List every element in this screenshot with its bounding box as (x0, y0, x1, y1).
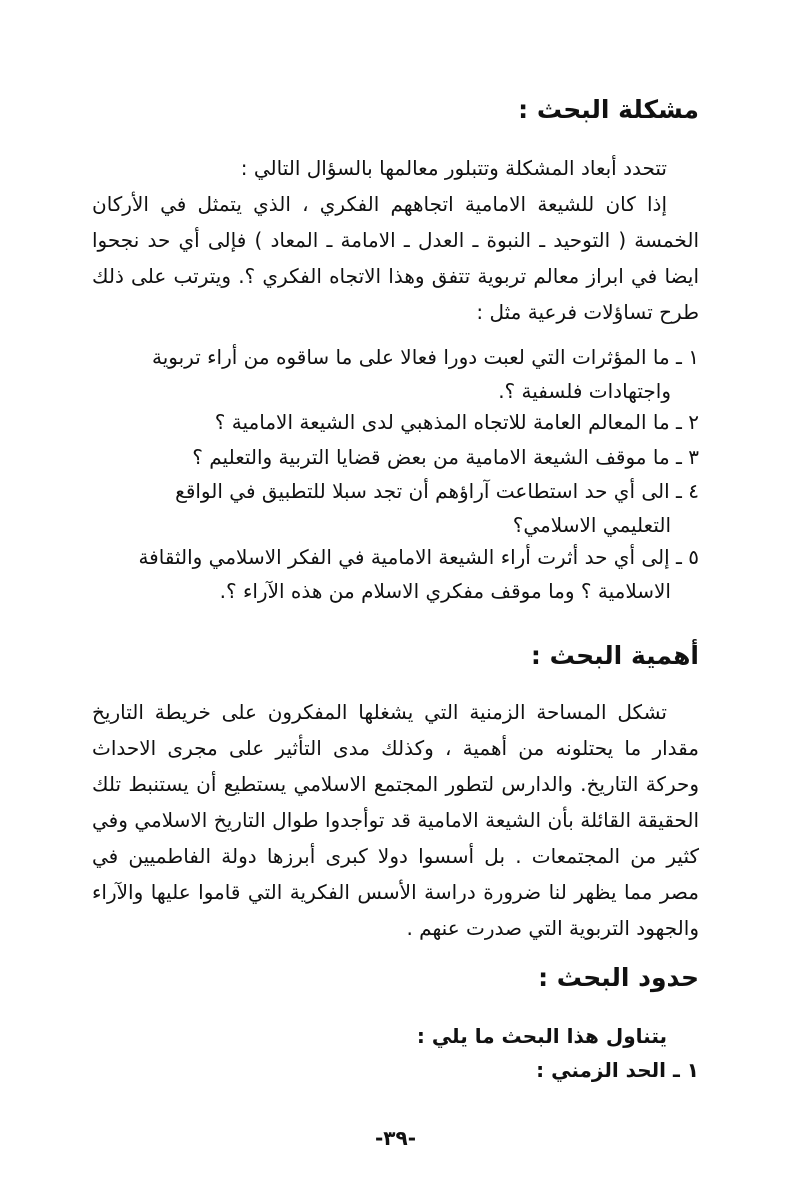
question-1 (88, 340, 699, 408)
problem-body: إذا كان للشيعة الامامية اتجاههم الفكري ، الذي يتمثل في الأركان الخمسة ( التوحيد ـ النبوة ـ العدل ـ الامامة ـ المعاد ) فإلى أي حد نجحوا ايضا في ابراز معالم تربوية تتفق وهذا الاتجاه الفكري ؟. ويترتب على ذلك طرح تساؤلات فرعية مثل : (92, 192, 699, 324)
question-1-continuation: واجتهادات فلسفية ؟. (498, 379, 671, 403)
question-4-text: ٤ ـ الى أي حد استطاعت آراؤهم أن تجد سبلا للتطبيق في الواقع (175, 479, 699, 503)
heading-research-problem: مشكلة البحث : (518, 95, 699, 124)
limits-item-1: ١ ـ الحد الزمني : (536, 1058, 699, 1082)
limits-intro: يتناول هذا البحث ما يلي : (416, 1024, 667, 1048)
question-4-continuation: التعليمي الاسلامي؟ (512, 513, 671, 537)
question-2-text: ٢ ـ ما المعالم العامة للاتجاه المذهبي لدى الشيعة الامامية ؟ (214, 410, 699, 434)
heading-research-limits: حدود البحث : (538, 963, 699, 992)
question-3 (88, 440, 699, 474)
heading-research-importance: أهمية البحث : (530, 641, 699, 670)
question-5 (88, 540, 699, 608)
question-1-text: ١ ـ ما المؤثرات التي لعبت دورا فعالا على ما ساقوه من أراء تربوية (151, 345, 699, 369)
question-2 (88, 405, 699, 439)
question-5-continuation: الاسلامية ؟ وما موقف مفكري الاسلام من هذه الآراء ؟. (219, 579, 671, 603)
question-4 (88, 474, 699, 542)
problem-intro: تتحدد أبعاد المشكلة وتتبلور معالمها بالسؤال التالي : (240, 156, 667, 180)
question-3-text: ٣ ـ ما موقف الشيعة الامامية من بعض قضايا التربية والتعليم ؟ (192, 445, 699, 469)
page-number: -٣٩- (374, 1126, 417, 1150)
importance-body: تشكل المساحة الزمنية التي يشغلها المفكرون على خريطة التاريخ مقدار ما يحتلونه من أهمية ، وكذلك مدى التأثير على مجرى الاحداث وحركة التاريخ. والدارس لتطور المجتمع الاسلامي يستطيع أن يستنبط تلك الحقيقة القائلة بأن الشيعة الامامية قد توأجدوا طوال التاريخ الاسلامي وفي كثير من المجتمعات . بل أسسوا دولا كبرى أبرزها دولة الفاطميين في مصر مما يظهر لنا ضرورة دراسة الأسس الفكرية التي قاموا عليها والآراء والجهود التربوية التي صدرت عنهم . (92, 700, 699, 940)
question-5-text: ٥ ـ إلى أي حد أثرت أراء الشيعة الامامية في الفكر الاسلامي والثقافة (138, 545, 699, 569)
